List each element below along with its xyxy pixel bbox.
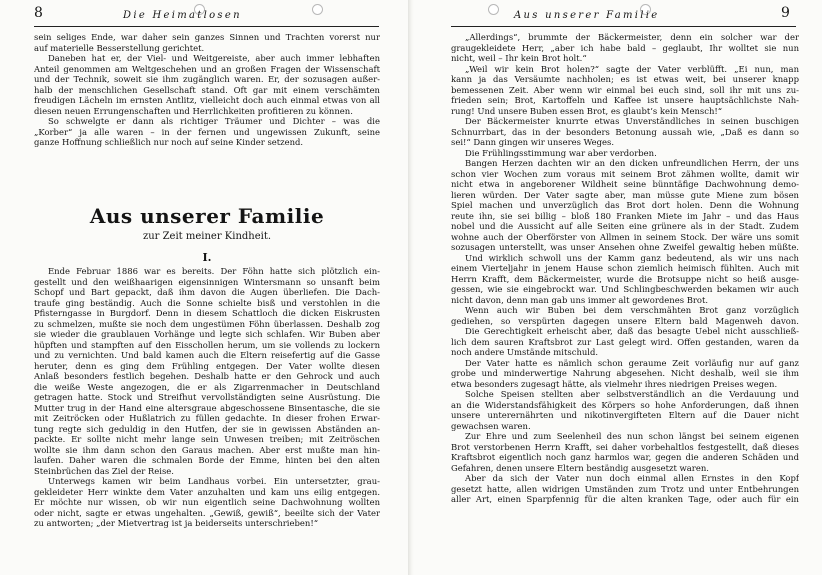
text-line: reute ihn, sie sei billig – bloß 180 Franken Miete im Jahr – und das Haus (451, 210, 799, 221)
text-line: an die Widerstandsfähigkeit des Körpers so hohe Anforderungen, daß ihnen (451, 399, 799, 410)
paragraph-block (34, 32, 380, 148)
text-line: rung! Und unsere Buben essen Brot, es glaubt’s kein Mensch!“ (451, 105, 723, 116)
text-line: aller Art, einen Sparpfennig für die alten kranken Tage, oder auch für ein (451, 494, 799, 504)
page-number: 9 (781, 5, 790, 21)
chapter-title: Aus unserer Familie (89, 204, 325, 228)
text-line: nicht davon, denn man gab uns immer alt gewordenes Brot. (451, 294, 709, 305)
text-line: und zu vernichten. Und bald kamen auch die Eltern reisefertig auf die Gasse (34, 350, 380, 360)
text-line: Und wirklich schwoll uns der Kamm ganz bedeutend, als wir uns nach (465, 252, 799, 263)
text-line: heruter, denn es ging dem Frühling entgegen. Der Vater wollte diesen (34, 360, 380, 371)
text-line: gessen, wie sie eingebrockt war. Und Schlingbeschwerden bekamen wir auch (451, 284, 799, 294)
text-line: zu schmelzen, mußte sie noch dem ungestümen Föhn überlassen. Deshalb zog (34, 318, 380, 329)
header-rule (451, 26, 796, 27)
text-line: gewachsen waren. (451, 420, 531, 431)
text-line: lich dem sauren Kraftsbrot zur Last gelegt wird. Offen gestanden, waren da (451, 336, 799, 347)
text-line: mit Zeitröcken oder Hußlatrich zu füllen gedachte. In dieser frohen Erwar- (34, 413, 380, 423)
text-line: und der Technik, soweit sie ihm zugänglich waren. Er, der sozusagen außer- (34, 74, 380, 84)
text-line: sie wieder die graublauen Vorhänge und legte sich schlafen. Wir Buben aber (34, 329, 380, 339)
text-line: Solche Speisen stellten aber selbstverständlich an die Verdauung und (465, 389, 799, 399)
running-title: Aus unserer Familie (514, 10, 660, 21)
text-line: wollte sie ihm dann schon den Garaus machen. Aber erst mußte man hin- (34, 444, 380, 455)
text-line: gestellt und den weißhaarigen eigensinnigen Wintersmann so unsanft beim (34, 276, 380, 287)
text-line: Kraftsbrot eigentlich noch ganz harmlos war, gegen die anderen Schäden und (451, 452, 799, 462)
text-line: sozusagen unterstellt, was unser Ansehen ohne Zweifel gewaltig heben müßte. (451, 242, 799, 252)
text-line: Pfisterngasse in Burgdorf. Denn in diesem Schattloch die dicken Eiskrusten (34, 308, 380, 318)
chapter-subtitle: zur Zeit meiner Kindheit. (142, 231, 272, 242)
text-line: „Korber“ ja alle waren – in der fernen und ungewissen Zukunft, seine (34, 126, 380, 137)
text-line: oder nicht, sagte er etwas ungehalten. „Gewiß, gewiß“, beeilte sich der Vater (34, 507, 380, 518)
text-line: zu antworten; „der Mietvertrag ist ja beiderseits unterschrieben!“ (34, 518, 319, 528)
text-line: freudigen Lächeln im ernsten Antlitz, vielleicht doch auch einmal etwas von all (34, 95, 380, 105)
text-line: noch andere Umstände mitschuld. (451, 347, 599, 357)
text-line: So schwelgte er dann als richtiger Träumer und Dichter – was die (48, 116, 380, 126)
text-line: nicht, weil – Ihr kein Brot holt.“ (451, 53, 587, 63)
text-line: ganze Hoffnung schließlich nur noch auf seine Kinder setzend. (34, 137, 304, 147)
text-line: Brot verstorbenen Herrn Krafft, sei daher vorbehaltlos festgestellt, daß dieses (451, 441, 799, 452)
text-line: Schnurrbart, das in der besonders Betonung aussah wie, „Daß es dann so (451, 126, 799, 137)
text-line: hüpften und stampften auf den Eisschollen herum, um sie vollends zu lockern (34, 339, 380, 350)
text-line: etwa besonders zugesagt hätte, als vielmehr ihres niedrigen Preises wegen. (451, 378, 778, 389)
text-line: packte. Er sollte nicht mehr lange sein Unwesen treiben; mit Zeitröschen (34, 434, 380, 444)
text-line: Der Bäckermeister knurrte etwas Unverständliches in seinen buschigen (465, 116, 799, 126)
text-line: lieren würden. Der Vater sagte aber, man müsse gute Miene zum bösen (451, 189, 799, 200)
text-line: diesen neuen Errungenschaften und Herrlichkeiten profitieren zu können. (34, 105, 353, 116)
text-line: sei!“ Dann gingen wir unseres Weges. (451, 137, 615, 147)
text-line: gekleideter Herr winkte dem Vater anzuhalten und kam uns eilig entgegen. (34, 486, 380, 497)
text-line: wohne auch der Oberförster von Allmen in seinem Stock. Der wäre uns somit (451, 231, 799, 242)
header-rule (34, 26, 379, 27)
running-title: Die Heimatlosen (123, 10, 242, 21)
text-line: Gefahren, denen unsere Eltern beständig ausgesetzt waren. (451, 462, 709, 473)
text-line: Herrn Krafft, dem Bäckermeister, wurde die Brotsuppe nicht so heiß ausge- (451, 273, 799, 284)
text-line: Ende Februar 1886 war es bereits. Der Föhn hatte sich plötzlich ein- (48, 266, 380, 276)
text-line: Steinbrüchen das Ziel der Reise. (34, 465, 174, 476)
text-line: kann ja das Versäumte nachholen; es ist etwas weit, bei unserer knapp (451, 74, 799, 84)
text-line: einem Vierteljahr in jenem Hause schon ziemlich heimisch fühlten. Auch mit (451, 263, 799, 273)
text-line: Aber da sich der Vater nun doch einmal allen Ernstes in den Kopf (465, 473, 799, 483)
text-line: Bangen Herzen dachten wir an den dicken unfreundlichen Herrn, der uns (465, 158, 799, 168)
text-line: nobel und die Aussicht auf alle Seiten eine grünere als in der Stadt. Zudem (451, 221, 799, 231)
text-line: halb der menschlichen Gesellschaft stand. Oft gar mit einem verschämten (34, 84, 380, 95)
text-line: Die Frühlingsstimmung war aber verdorben. (465, 147, 657, 158)
chapter-text (451, 32, 799, 505)
text-line: graugekleidete Herr, „aber ich habe bald – geglaubt, Ihr wolltet sie nun (451, 42, 799, 53)
text-line: Unterwegs kamen wir beim Landhaus vorbei. Ein untersetzter, grau- (48, 476, 380, 486)
right-page (411, 0, 822, 575)
text-line: Zur Ehre und zum Seelenheil des nun schon längst bei seinem eigenen (465, 431, 799, 441)
text-line: laufen. Daher waren die schmalen Borde der Emme, hinten bei den alten (34, 455, 380, 465)
chapter-text (34, 266, 380, 529)
text-line: traufe ging beständig. Auch die Sonne schielte bisß und verstohlen in die (34, 297, 380, 308)
text-line: unsere unterernährten und nikotinvergifteten Eltern auf die Dauer nicht (451, 410, 799, 420)
text-line: Mutter trug in der Hand eine altersgraue abgeschossene Binsentasche, die sie (34, 402, 380, 413)
text-line: Die Gerechtigkeit erheischt aber, daß das besagte Uebel nicht ausschließ- (465, 326, 799, 336)
punch-hole (312, 4, 323, 15)
text-line: tung regte sich geduldig in den Hutfen, der sie in gewissen Abständen an- (34, 423, 380, 434)
text-line: auf materielle Besserstellung gerichtet. (34, 42, 205, 53)
text-line: grobe und minderwertige Nahrung abgesehen. Nicht deshalb, weil sie ihm (451, 368, 799, 378)
text-line: getragen hatte. Stock und Streifhut vervollständigten seine Ausrüstung. Die (34, 392, 380, 402)
text-line: Anteil genommen am Weltgeschehen und an großen Fragen der Wissenschaft (34, 63, 380, 74)
text-line: sein seliges Ende, war daher sein ganzes Sinnen und Trachten vorerst nur (34, 32, 380, 42)
page-number: 8 (34, 5, 43, 21)
text-line: Schopf und Bart gepackt, daß ihm davon die Augen überliefen. Die Dach- (34, 287, 380, 297)
chapter-number: I. (202, 251, 212, 264)
text-line: Wenn auch wir Buben bei dem verschmähten Brot ganz vorzüglich (465, 305, 799, 315)
text-line: Er möchte nur wissen, ob wir nun eigentlich seine Dachwohnung wollten (34, 497, 380, 507)
punch-hole (488, 4, 499, 15)
text-line: Anlaß besonders festlich begehen. Deshalb hatte er den Gehrock und auch (34, 371, 380, 381)
text-line: Spiel machen und unverzüglich das Brot dort holen. Denn die Wohnung (451, 200, 799, 210)
text-line: schon vier Wochen zum voraus mit seinem Brot zähmen wollte, damit wir (451, 168, 799, 179)
text-line: Daneben hat er, der Viel- und Weitgereiste, aber auch immer lebhaften (48, 53, 380, 63)
text-line: „Allerdings“, brummte der Bäckermeister, denn ein solcher war der (465, 32, 799, 42)
text-line: „Weil wir kein Brot holen?“ sagte der Vater verblüfft. „Ei nun, man (465, 63, 799, 74)
text-line: gesetzt hatte, allen widrigen Umständen zum Trotz und unter Entbehrungen (451, 483, 799, 494)
text-line: Der Vater hatte es nämlich schon geraume Zeit vorläufig nur auf ganz (465, 357, 799, 368)
text-line: nicht etwa in angeborener Wildheit seine bünntäfige Dachwohnung demo- (451, 179, 799, 189)
text-line: die weiße Weste angezogen, die er als Zigarrenmacher in Deutschland (34, 381, 380, 392)
text-line: frieden sein; Brot, Kartoffeln und Kaffee ist unsere hauptsächlichste Nah- (451, 95, 799, 105)
text-line: gediehen, so verspürten dagegen unsere Eltern bald Magenweh davon. (451, 315, 799, 326)
text-line: bemessenen Zeit. Aber wenn wir einmal bei euch sind, soll ihr mit uns zu- (451, 84, 799, 95)
